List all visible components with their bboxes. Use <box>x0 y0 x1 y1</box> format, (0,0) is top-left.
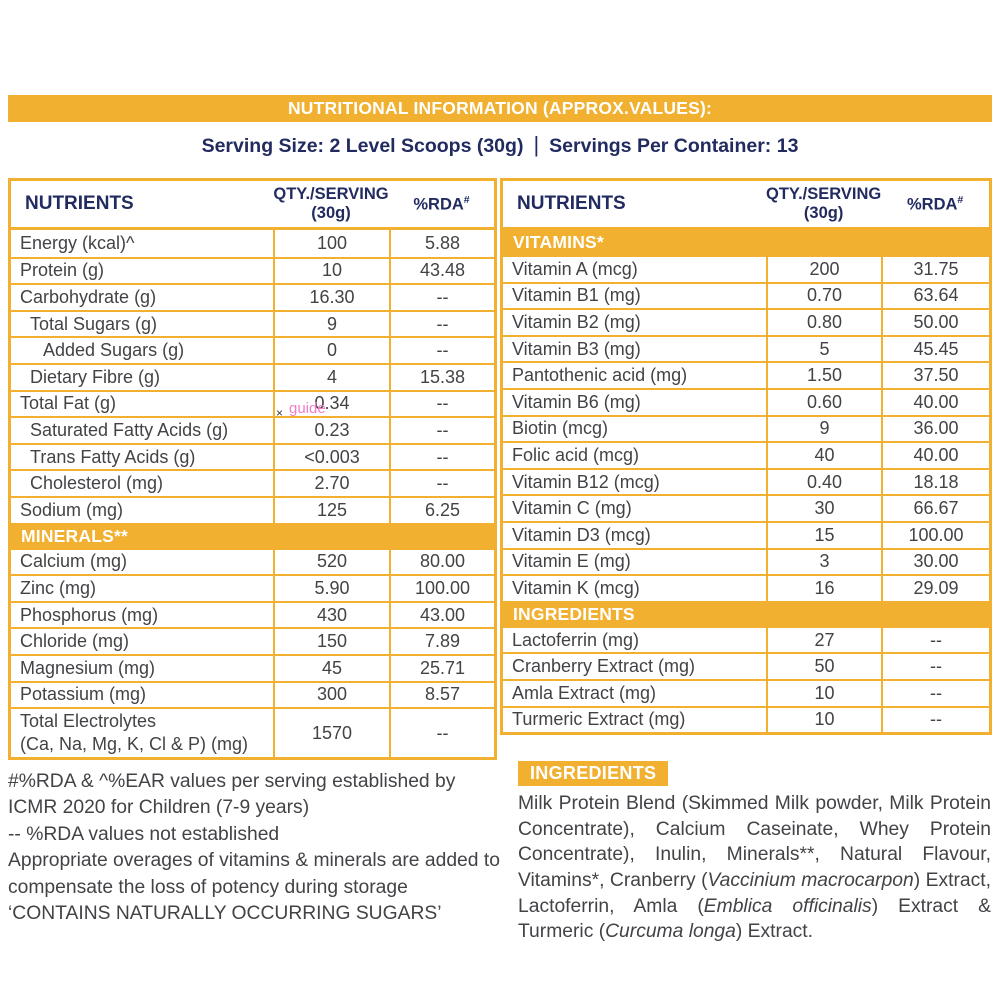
qty-serving-line2: (30g) <box>311 204 351 222</box>
qty-value: 4 <box>273 365 389 390</box>
table-row <box>503 706 989 733</box>
qty-value: 5 <box>766 337 881 362</box>
nutrient-name: Vitamin B2 (mg) <box>512 311 641 332</box>
banner-title: NUTRITIONAL INFORMATION (APPROX.VALUES): <box>287 98 713 118</box>
rda-value: 63.64 <box>881 284 989 309</box>
table-row <box>503 335 989 362</box>
column-header-rda <box>389 194 494 215</box>
ingredient-text: Milk Protein Blend (Skimmed Milk powder, Milk Protein Concentrate), Calcium Caseinate, Whey Protein Concentrate), Inulin, Minerals**, Natural Flavour, Vitamins*, Cranberry ( <box>518 793 991 891</box>
rda-value: 29.09 <box>881 576 989 601</box>
qty-value: 16 <box>766 576 881 601</box>
footnotes-block <box>8 769 505 928</box>
rda-value: -- <box>389 285 494 310</box>
nutrient-name <box>11 709 273 757</box>
serving-info-line <box>0 133 1000 159</box>
table-row <box>11 707 494 757</box>
rda-value: 80.00 <box>389 550 494 575</box>
nutrient-name: Vitamin B3 (mg) <box>512 338 641 359</box>
table-row <box>11 310 494 337</box>
watermark-x-icon: × <box>276 406 284 420</box>
rda-value: -- <box>389 418 494 443</box>
rda-value: 15.38 <box>389 365 494 390</box>
footnote-line: ‘CONTAINS NATURALLY OCCURRING SUGARS’ <box>8 903 442 925</box>
qty-value: 0.60 <box>766 390 881 415</box>
qty-value: 10 <box>273 259 389 284</box>
footnote-line: -- %RDA values not established <box>8 823 280 845</box>
rda-value: 5.88 <box>389 230 494 257</box>
section-header: INGREDIENTS <box>503 601 989 626</box>
rda-value: -- <box>881 628 989 653</box>
nutrient-name: Protein (g) <box>20 260 105 281</box>
rda-label: %RDA <box>413 195 464 214</box>
watermark-guide-label: guide <box>289 400 326 417</box>
nutrient-name: Vitamin B6 (mg) <box>512 391 641 412</box>
nutrient-name: Magnesium (mg) <box>20 657 156 678</box>
qty-value: 5.90 <box>273 576 389 601</box>
nutrient-name: Vitamin A (mcg) <box>512 258 638 279</box>
table-row <box>11 336 494 363</box>
rda-value: 8.57 <box>389 683 494 708</box>
rda-value: 50.00 <box>881 310 989 335</box>
nutrient-name: Amla Extract (mg) <box>512 682 657 703</box>
column-header-nutrients: NUTRIENTS <box>25 193 134 214</box>
table-row <box>11 363 494 390</box>
ingredients-paragraph <box>518 791 991 945</box>
qty-value: 3 <box>766 550 881 575</box>
column-header-qty-serving <box>766 185 881 223</box>
qty-value: 45 <box>273 656 389 681</box>
table-header-row <box>11 181 494 230</box>
table-row <box>503 255 989 282</box>
qty-value: 27 <box>766 628 881 653</box>
nutrient-name: Energy (kcal)^ <box>20 232 135 253</box>
qty-value: 0.80 <box>766 310 881 335</box>
table-header-row <box>503 181 989 230</box>
qty-value: 0.40 <box>766 470 881 495</box>
table-row <box>11 574 494 601</box>
table-row <box>11 654 494 681</box>
table-row <box>503 679 989 706</box>
nutrients-table-right <box>500 178 992 735</box>
column-header-qty-serving <box>273 185 389 223</box>
rda-value: 40.00 <box>881 390 989 415</box>
section-header: VITAMINS* <box>503 230 989 255</box>
qty-value: 0.23 <box>273 418 389 443</box>
nutrient-name: Chloride (mg) <box>20 631 130 652</box>
nutrient-name: Cranberry Extract (mg) <box>512 656 696 677</box>
rda-value: -- <box>881 681 989 706</box>
nutrient-name: Vitamin D3 (mcg) <box>512 524 651 545</box>
qty-value: 16.30 <box>273 285 389 310</box>
nutrient-name: Turmeric Extract (mg) <box>512 709 686 730</box>
nutrient-name: Potassium (mg) <box>20 684 147 705</box>
qty-value: 300 <box>273 683 389 708</box>
ingredients-heading <box>518 761 668 786</box>
table-row <box>11 390 494 417</box>
ingredient-species-italic: Emblica officinalis <box>703 895 872 917</box>
nutrient-name: Total Fat (g) <box>20 393 117 414</box>
rda-value: 100.00 <box>881 523 989 548</box>
qty-value: 100 <box>273 230 389 257</box>
rda-value: 7.89 <box>389 629 494 654</box>
qty-value: 50 <box>766 654 881 679</box>
nutrient-name: Vitamin B1 (mg) <box>512 285 641 306</box>
rda-value: -- <box>389 392 494 417</box>
nutrient-name: Trans Fatty Acids (g) <box>30 446 196 467</box>
nutrient-name: Calcium (mg) <box>20 551 128 572</box>
rda-value: 66.67 <box>881 496 989 521</box>
qty-value: 0.34 <box>273 392 389 417</box>
nutrient-name: Added Sugars (g) <box>43 340 185 361</box>
rda-footnote-mark: # <box>957 193 964 206</box>
nutrient-name: Total Sugars (g) <box>30 313 158 334</box>
nutrition-info-banner <box>8 95 992 122</box>
nutrient-name-line1: Total Electrolytes <box>20 711 157 732</box>
rda-value: 31.75 <box>881 257 989 282</box>
ingredient-species-italic: Curcuma longa <box>605 921 736 943</box>
footnote-line: #%RDA & ^%EAR values per serving established by ICMR 2020 for Children (7-9 years) <box>8 771 456 819</box>
qty-value: 10 <box>766 681 881 706</box>
qty-value: 0 <box>273 338 389 363</box>
rda-value: 45.45 <box>881 337 989 362</box>
rda-value: 43.48 <box>389 259 494 284</box>
table-row <box>11 627 494 654</box>
table-row <box>11 283 494 310</box>
nutrient-name: Biotin (mcg) <box>512 418 609 439</box>
table-row <box>11 257 494 284</box>
table-row <box>503 415 989 442</box>
qty-value: 1.50 <box>766 363 881 388</box>
qty-value: 10 <box>766 708 881 733</box>
nutrients-table-left <box>8 178 497 760</box>
rda-value: 36.00 <box>881 417 989 442</box>
rda-value: 18.18 <box>881 470 989 495</box>
ingredient-species-italic: Vaccinium macrocarpon <box>707 869 914 891</box>
qty-value: 15 <box>766 523 881 548</box>
nutrient-name: Vitamin B12 (mcg) <box>512 471 660 492</box>
nutrient-name: Cholesterol (mg) <box>30 473 164 494</box>
table-row <box>11 548 494 575</box>
table-row <box>503 652 989 679</box>
nutrient-name: Dietary Fibre (g) <box>30 366 161 387</box>
nutrient-name: Zinc (mg) <box>20 577 96 598</box>
table-row <box>503 494 989 521</box>
rda-value: -- <box>881 708 989 733</box>
servings-per-container-text: Servings Per Container: 13 <box>549 134 799 157</box>
table-row <box>503 521 989 548</box>
table-row <box>11 469 494 496</box>
qty-serving-line1: QTY./SERVING <box>273 185 389 204</box>
table-row <box>503 548 989 575</box>
rda-value: -- <box>389 312 494 337</box>
qty-value: 150 <box>273 629 389 654</box>
column-header-rda <box>881 194 989 215</box>
serving-size-text: Serving Size: 2 Level Scoops (30g) <box>201 134 524 157</box>
rda-value: -- <box>389 445 494 470</box>
rda-value: 25.71 <box>389 656 494 681</box>
table-row <box>503 308 989 335</box>
nutrient-name: Folic acid (mcg) <box>512 444 640 465</box>
table-row <box>11 443 494 470</box>
table-row <box>503 574 989 601</box>
nutrient-name: Vitamin K (mcg) <box>512 577 640 598</box>
rda-value: 40.00 <box>881 443 989 468</box>
table-row <box>11 230 494 257</box>
nutrient-name: Vitamin C (mg) <box>512 498 632 519</box>
qty-serving-line1: QTY./SERVING <box>766 185 882 204</box>
qty-value: 520 <box>273 550 389 575</box>
qty-serving-line2: (30g) <box>803 204 844 222</box>
ingredient-text: ) Extract. <box>735 921 814 943</box>
ingredient-text: ) Extract & Turmeric ( <box>518 895 992 943</box>
qty-value: 30 <box>766 496 881 521</box>
table-row <box>503 468 989 495</box>
section-header: MINERALS** <box>11 523 494 548</box>
rda-value: 37.50 <box>881 363 989 388</box>
serving-divider: | <box>533 132 540 157</box>
qty-value: <0.003 <box>273 445 389 470</box>
rda-value: -- <box>389 338 494 363</box>
table-row <box>11 496 494 523</box>
nutrient-name-line2: (Ca, Na, Mg, K, Cl & P) (mg) <box>20 734 249 755</box>
qty-value: 9 <box>766 417 881 442</box>
footnote-line: Appropriate overages of vitamins & minerals are added to compensate the loss of potency during storage <box>8 850 500 898</box>
table-row <box>503 282 989 309</box>
rda-value: 30.00 <box>881 550 989 575</box>
table-row <box>11 681 494 708</box>
ingredient-text: ) Extract, Lactoferrin, Amla ( <box>518 869 991 917</box>
rda-value: 6.25 <box>389 498 494 523</box>
rda-value: 43.00 <box>389 603 494 628</box>
qty-value: 200 <box>766 257 881 282</box>
qty-value: 430 <box>273 603 389 628</box>
nutrient-name: Pantothenic acid (mg) <box>512 365 688 386</box>
nutrient-name: Carbohydrate (g) <box>20 286 157 307</box>
column-header-nutrients: NUTRIENTS <box>517 193 626 214</box>
table-row <box>11 416 494 443</box>
rda-footnote-mark: # <box>463 193 470 206</box>
table-row <box>503 441 989 468</box>
rda-value: -- <box>389 471 494 496</box>
rda-value: -- <box>389 709 494 757</box>
nutrient-name: Lactoferrin (mg) <box>512 629 640 650</box>
table-row <box>503 361 989 388</box>
qty-value: 1570 <box>273 709 389 757</box>
qty-value: 2.70 <box>273 471 389 496</box>
table-row <box>11 601 494 628</box>
qty-value: 125 <box>273 498 389 523</box>
table-row <box>503 388 989 415</box>
table-row <box>503 626 989 653</box>
rda-label: %RDA <box>906 195 958 214</box>
nutrient-name: Phosphorus (mg) <box>20 604 159 625</box>
rda-value: 100.00 <box>389 576 494 601</box>
qty-value: 9 <box>273 312 389 337</box>
nutrient-name: Sodium (mg) <box>20 499 124 520</box>
ingredients-heading-label: INGREDIENTS <box>530 763 657 783</box>
rda-value: -- <box>881 654 989 679</box>
nutrient-name: Saturated Fatty Acids (g) <box>30 419 229 440</box>
qty-value: 40 <box>766 443 881 468</box>
nutrient-name: Vitamin E (mg) <box>512 551 631 572</box>
qty-value: 0.70 <box>766 284 881 309</box>
